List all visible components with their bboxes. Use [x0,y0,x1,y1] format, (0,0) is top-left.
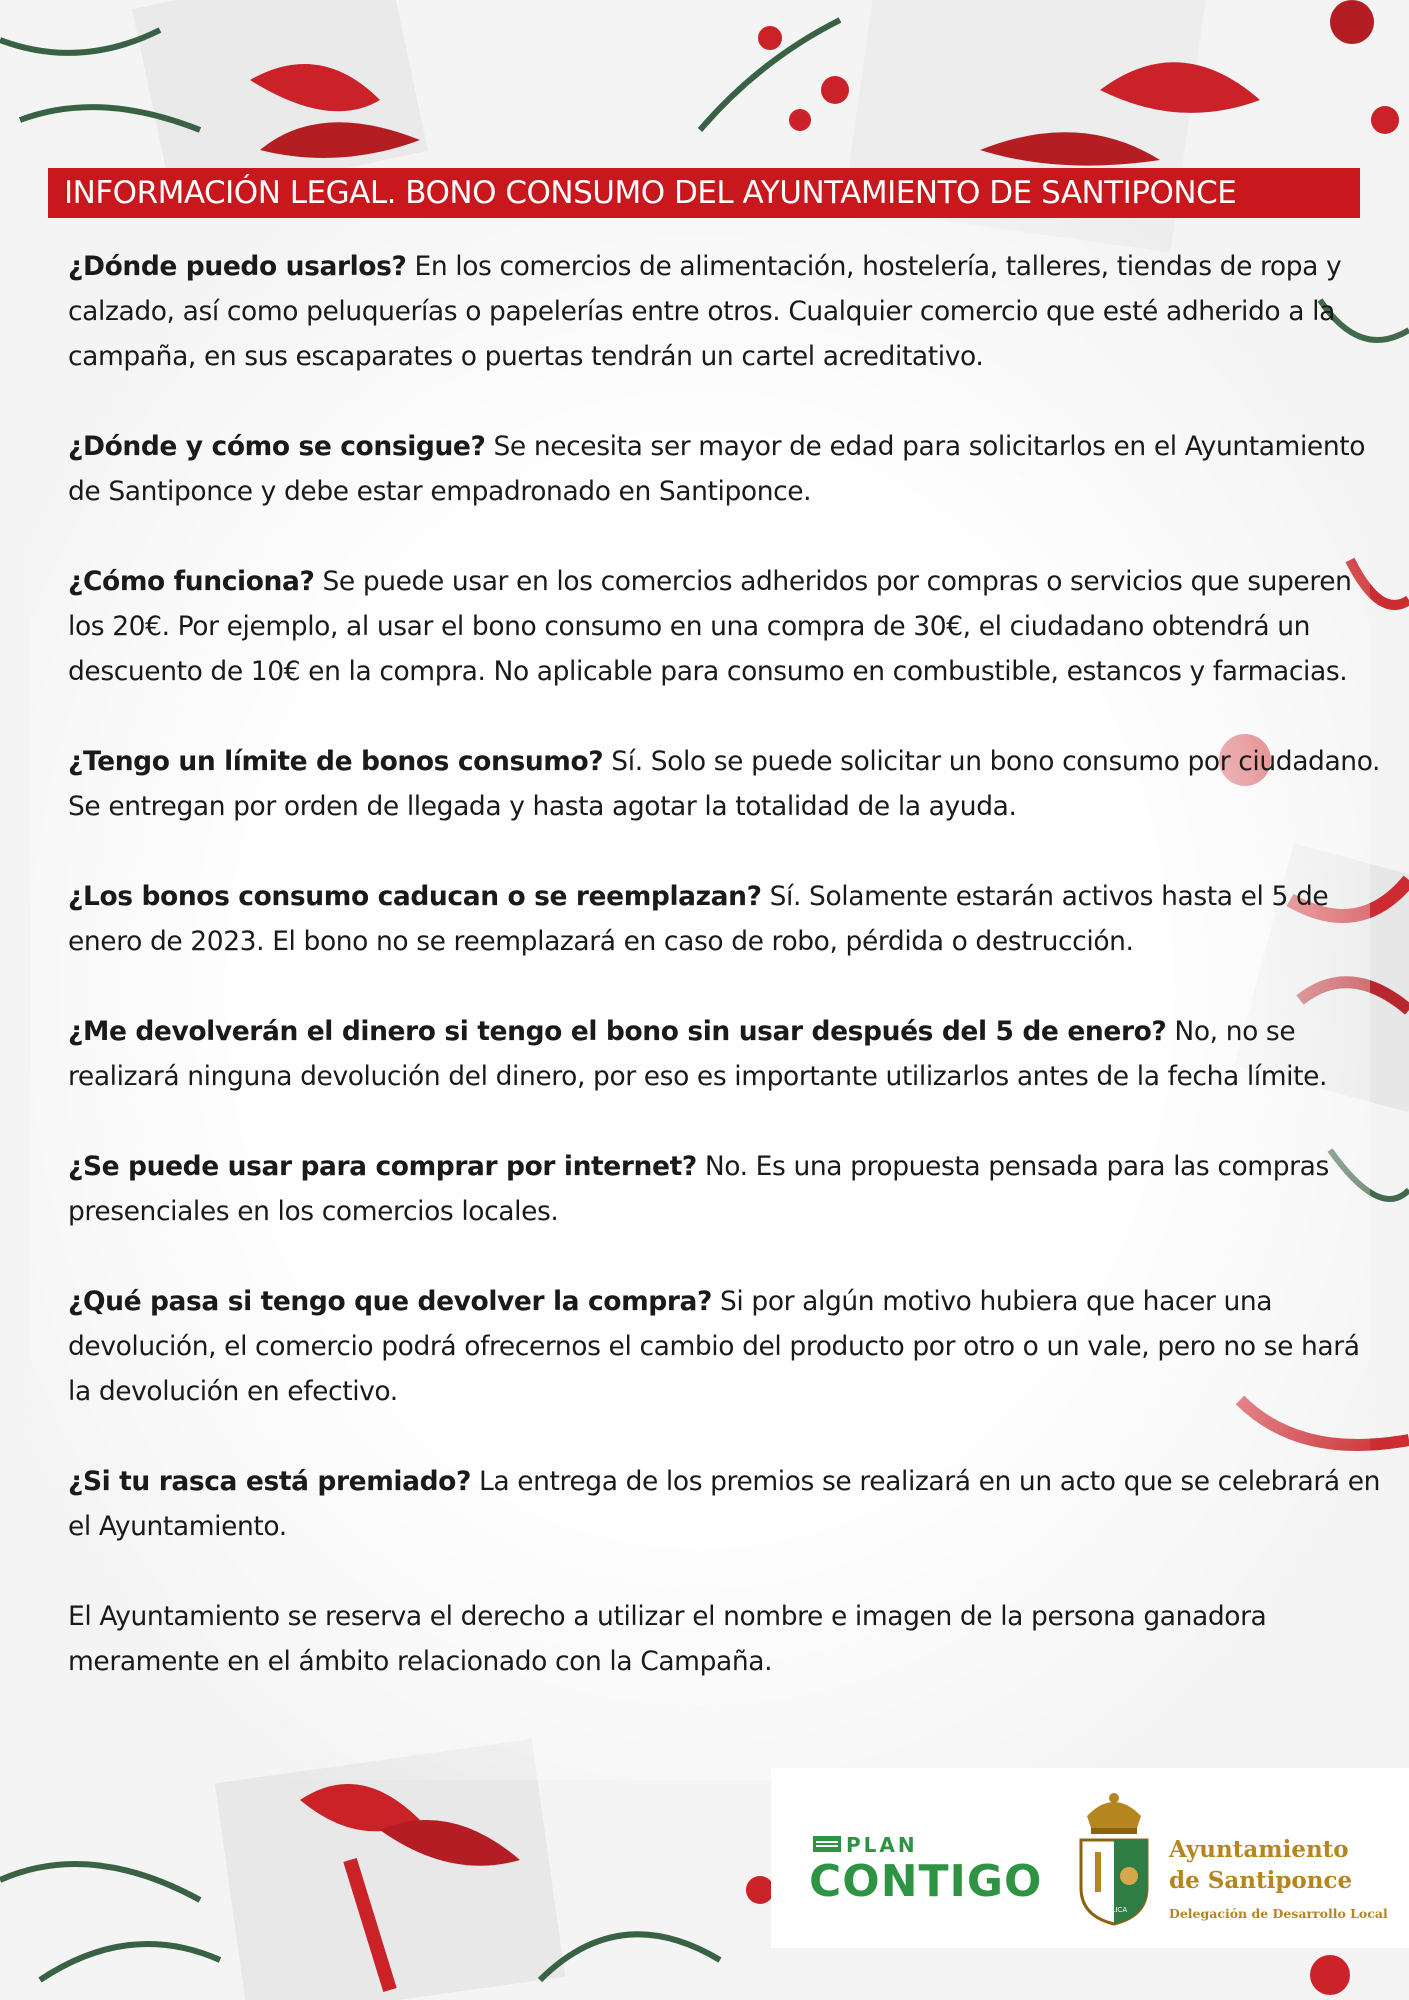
section-question: ¿Qué pasa si tengo que devolver la compra? [68,1286,712,1317]
section-question: ¿Dónde y cómo se consigue? [68,431,486,462]
section-answer: Si por algún motivo hubiera que hacer una devolución, el comercio podrá ofrecernos el cambio del producto por otro o un vale, pero no se hará la devolución en efectivo. [68,1286,1360,1407]
section-expiry [68,874,1388,964]
section-question: ¿Tengo un límite de bonos consumo? [68,746,604,777]
page-title: INFORMACIÓN LEGAL. BONO CONSUMO DEL AYUNTAMIENTO DE SANTIPONCE [64,175,1237,211]
ayuntamiento-line-2: de Santiponce [1169,1867,1353,1894]
section-how-works [68,559,1388,694]
section-question: ¿Me devolverán el dinero si tengo el bono sin usar después del 5 de enero? [68,1016,1167,1047]
section-disclaimer [68,1594,1388,1684]
delegacion-text: Delegación de Desarrollo Local [1169,1906,1388,1921]
section-answer: Sí. Solo se puede solicitar un bono consumo por ciudadano. Se entregan por orden de llegada y hasta agotar la totalidad de la ayuda. [68,746,1381,822]
section-answer: La entrega de los premios se realizará en un acto que se celebrará en el Ayuntamiento. [68,1466,1381,1542]
legal-content [68,244,1388,1729]
section-limit [68,739,1388,829]
ayuntamiento-line-1: Ayuntamiento [1169,1836,1349,1863]
section-answer: Sí. Solamente estarán activos hasta el 5 de enero de 2023. El bono no se reemplazará en caso de robo, pérdida o destrucción. [68,881,1329,957]
section-question: ¿Se puede usar para comprar por internet? [68,1151,697,1182]
section-where-use [68,244,1388,379]
section-answer: Se necesita ser mayor de edad para solicitarlos en el Ayuntamiento de Santiponce y debe estar empadronado en Santiponce. [68,431,1366,507]
section-answer: El Ayuntamiento se reserva el derecho a utilizar el nombre e imagen de la persona ganadora meramente en el ámbito relacionado con la Campaña. [68,1601,1267,1677]
section-answer: No. Es una propuesta pensada para las compras presenciales en los comercios locales. [68,1151,1329,1227]
section-return [68,1279,1388,1414]
section-question: ¿Cómo funciona? [68,566,315,597]
crest-label: ITÁLICA [1100,1906,1128,1914]
section-prize [68,1459,1388,1549]
logos-footer [771,1768,1409,1948]
section-question: ¿Los bonos consumo caducan o se reemplazan? [68,881,762,912]
section-answer: En los comercios de alimentación, hostelería, talleres, tiendas de ropa y calzado, así como peluquerías o papelerías entre otros. Cualquier comercio que esté adherido a la campaña, en sus escaparates o puertas tendrán un cartel acreditativo. [68,251,1342,372]
plan-logo-text: PLAN [846,1833,918,1857]
plan-contigo-mark-icon [813,1836,841,1852]
ayuntamiento-name [1169,1834,1352,1896]
section-how-get [68,424,1388,514]
section-refund [68,1009,1388,1099]
santiponce-crest-icon [1073,1788,1155,1928]
section-question: ¿Dónde puedo usarlos? [68,251,407,282]
section-answer: Se puede usar en los comercios adheridos por compras o servicios que superen los 20€. Por ejemplo, al usar el bono consumo en una compra de 30€, el ciudadano obtendrá un descuento de 10€ en la compra. No aplicable para consumo en combustible, estancos y farmacias. [68,566,1352,687]
contigo-logo-text: CONTIGO [809,1856,1043,1907]
section-question: ¿Si tu rasca está premiado? [68,1466,471,1497]
section-internet [68,1144,1388,1234]
section-answer: No, no se realizará ninguna devolución del dinero, por eso es importante utilizarlos antes de la fecha límite. [68,1016,1328,1092]
title-bar [48,168,1360,218]
